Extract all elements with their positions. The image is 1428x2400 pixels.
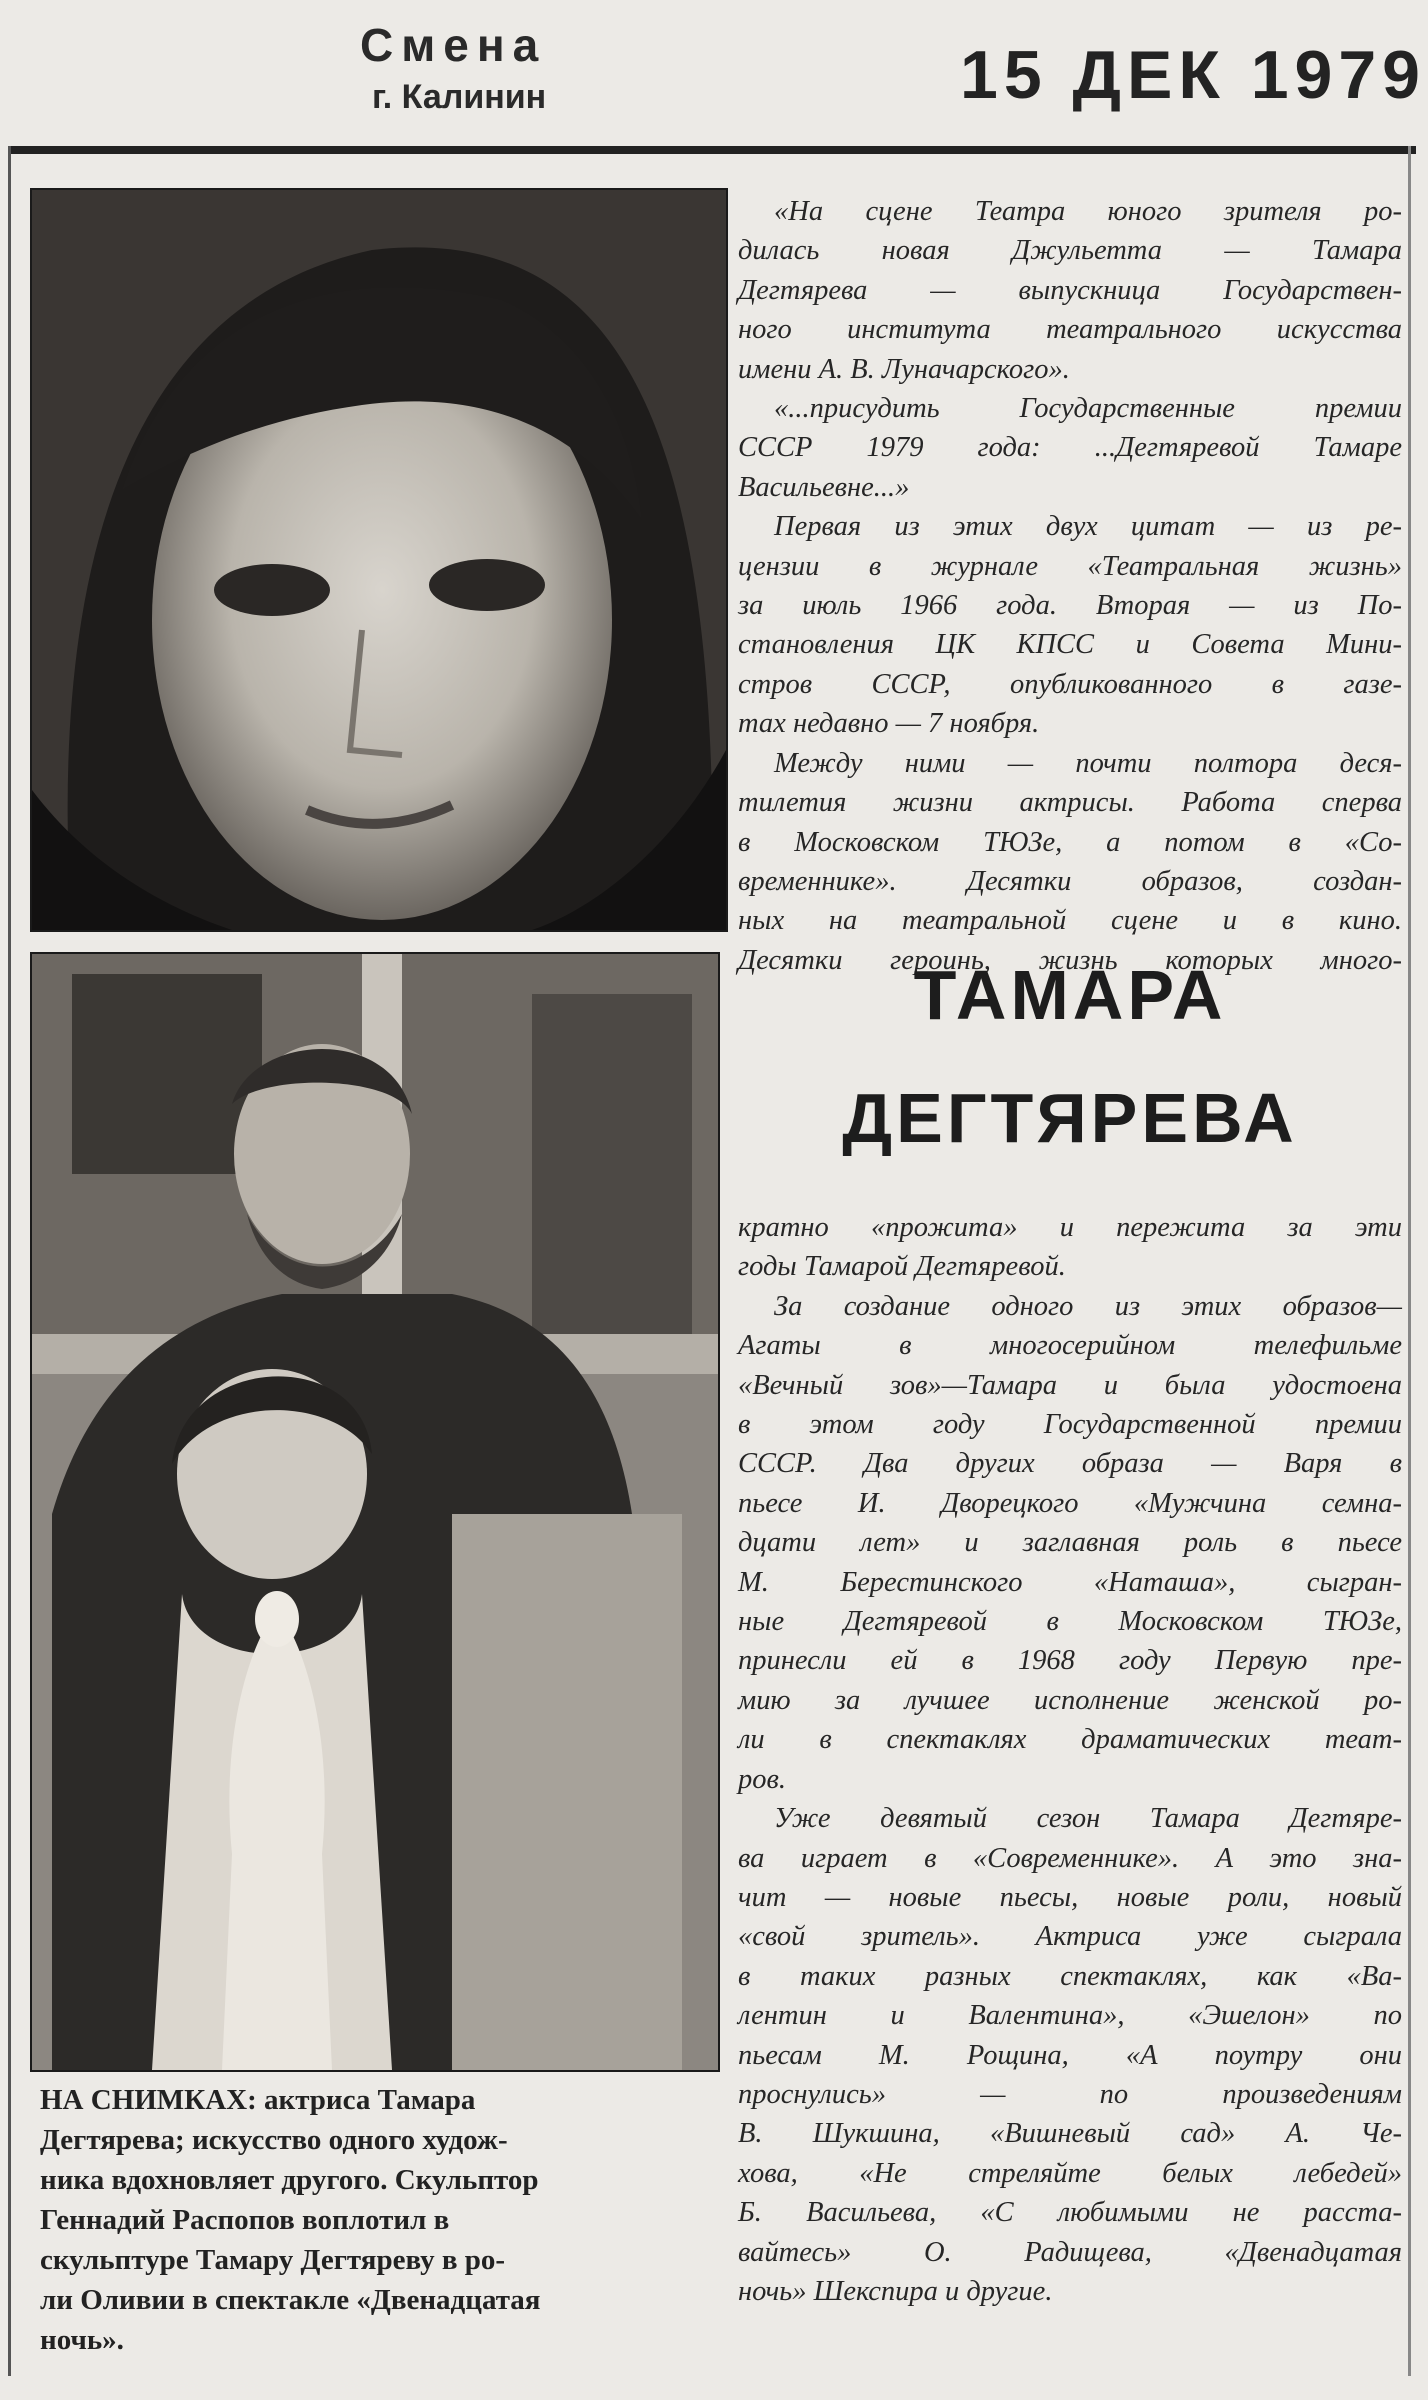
article-line: Уже девятый сезон Тамара Дегтяре- <box>774 1803 1402 1835</box>
article-line: дилась новая Джульетта — Тамара <box>738 235 1402 267</box>
article-line: «...присудить Государственные премии <box>774 393 1402 425</box>
caption-line: ника вдохновляет другого. Скульптор <box>40 2164 539 2196</box>
article-line: Между ними — почти полтора деся- <box>774 747 1402 779</box>
article-line: мию за лучшее исполнение женской ро- <box>738 1684 1402 1716</box>
article-text-top <box>738 192 1402 980</box>
article-line: в этом году Государственной премии <box>738 1409 1402 1441</box>
article-line: чит — новые пьесы, новые роли, новый <box>738 1881 1402 1913</box>
article-line: проснулись» — по произведениям <box>738 2078 1402 2110</box>
article-line: принесли ей в 1968 году Первую пре- <box>738 1645 1402 1677</box>
left-border <box>8 146 11 2376</box>
article-line: Васильевне...» <box>738 471 910 503</box>
article-line: СССР. Два других образа — Варя в <box>738 1448 1402 1480</box>
caption-line: Геннадий Распопов воплотил в <box>40 2204 450 2236</box>
article-line: ные Дегтяревой в Московском ТЮЗе, <box>738 1606 1402 1638</box>
article-line: хова, «Не стреляйте белых лебедей» <box>738 2157 1402 2189</box>
article-line: Десятки героинь, жизнь которых много- <box>738 944 1402 976</box>
article-line: М. Берестинского «Наташа», сыгран- <box>738 1566 1402 1598</box>
caption-line: ночь». <box>40 2324 124 2356</box>
article-line: лентин и Валентина», «Эшелон» по <box>738 2000 1402 2032</box>
article-line: «Вечный зов»—Тамара и была удостоена <box>738 1369 1402 1401</box>
caption-line: НА СНИМКАХ: актриса Тамара <box>40 2084 476 2116</box>
article-line: СССР 1979 года: ...Дегтяревой Тамаре <box>738 432 1402 464</box>
article-line: ного института театрального искусства <box>738 314 1402 346</box>
article-line: ва играет в «Современнике». А это зна- <box>738 1842 1402 1874</box>
right-border <box>1408 146 1411 2376</box>
newspaper-city: г. Калинин <box>372 78 547 116</box>
top-rule <box>8 146 1416 154</box>
article-line: за июль 1966 года. Вторая — из По- <box>738 590 1402 622</box>
sculptor-photo <box>30 952 720 2072</box>
article-line: В. Шукшина, «Вишневый сад» А. Че- <box>738 2118 1402 2150</box>
article-text-bottom <box>738 1208 1402 2311</box>
article-line: вайтесь» О. Радищева, «Двенадцатая <box>738 2236 1402 2268</box>
article-line: Первая из этих двух цитат — из ре- <box>774 511 1402 543</box>
article-line: кратно «прожита» и пережита за эти <box>738 1212 1402 1243</box>
article-line: дцати лет» и заглавная роль в пьесе <box>738 1527 1402 1559</box>
portrait-photo <box>30 188 728 932</box>
article-line: становления ЦК КПСС и Совета Мини- <box>738 629 1402 661</box>
article-line: пьесе И. Дворецкого «Мужчина семна- <box>738 1487 1402 1519</box>
date-stamp: 15 ДЕК 1979 <box>960 37 1426 113</box>
article-line: тах недавно — 7 ноября. <box>738 708 1040 740</box>
article-line: ночь» Шекспира и другие. <box>738 2275 1053 2307</box>
article-line: стров СССР, опубликованного в газе- <box>738 668 1402 700</box>
headline-first-name: ТАМАРА <box>913 956 1227 1034</box>
caption-line: ли Оливии в спектакле «Двенадцатая <box>40 2284 541 2316</box>
headline-last-name: ДЕГТЯРЕВА <box>842 1079 1298 1157</box>
article-line: Дегтярева — выпускница Государствен- <box>738 274 1402 306</box>
article-line: цензии в журнале «Театральная жизнь» <box>738 550 1402 582</box>
article-line: имени А. В. Луначарского». <box>738 353 1070 385</box>
article-line: тилетия жизни актрисы. Работа сперва <box>738 787 1402 819</box>
article-line: Агаты в многосерийном телефильме <box>738 1330 1402 1362</box>
article-line: временнике». Десятки образов, создан- <box>738 865 1402 897</box>
article-line: ров. <box>738 1763 786 1795</box>
newspaper-name: Смена <box>360 19 547 71</box>
article-line: Б. Васильева, «С любимыми не расста- <box>738 2197 1402 2229</box>
article-line: пьесам М. Рощина, «А поутру они <box>738 2039 1402 2071</box>
caption-line: скульптуре Тамару Дегтяреву в ро- <box>40 2244 506 2276</box>
article-line: в таких разных спектаклях, как «Ва- <box>738 1960 1402 1992</box>
article-line: в Московском ТЮЗе, а потом в «Со- <box>738 826 1402 858</box>
article-line: «свой зритель». Актриса уже сыграла <box>738 1921 1402 1953</box>
article-line: годы Тамарой Дегтяревой. <box>738 1251 1066 1283</box>
article-line: ных на театральной сцене и в кино. <box>738 905 1402 937</box>
article-line: «На сцене Театра юного зрителя ро- <box>774 196 1402 227</box>
caption-line: Дегтярева; искусство одного худож- <box>40 2124 508 2156</box>
article-line: ли в спектаклях драматических теат- <box>738 1724 1402 1756</box>
photo-caption <box>40 2080 710 2360</box>
article-line: За создание одного из этих образов— <box>774 1290 1402 1322</box>
